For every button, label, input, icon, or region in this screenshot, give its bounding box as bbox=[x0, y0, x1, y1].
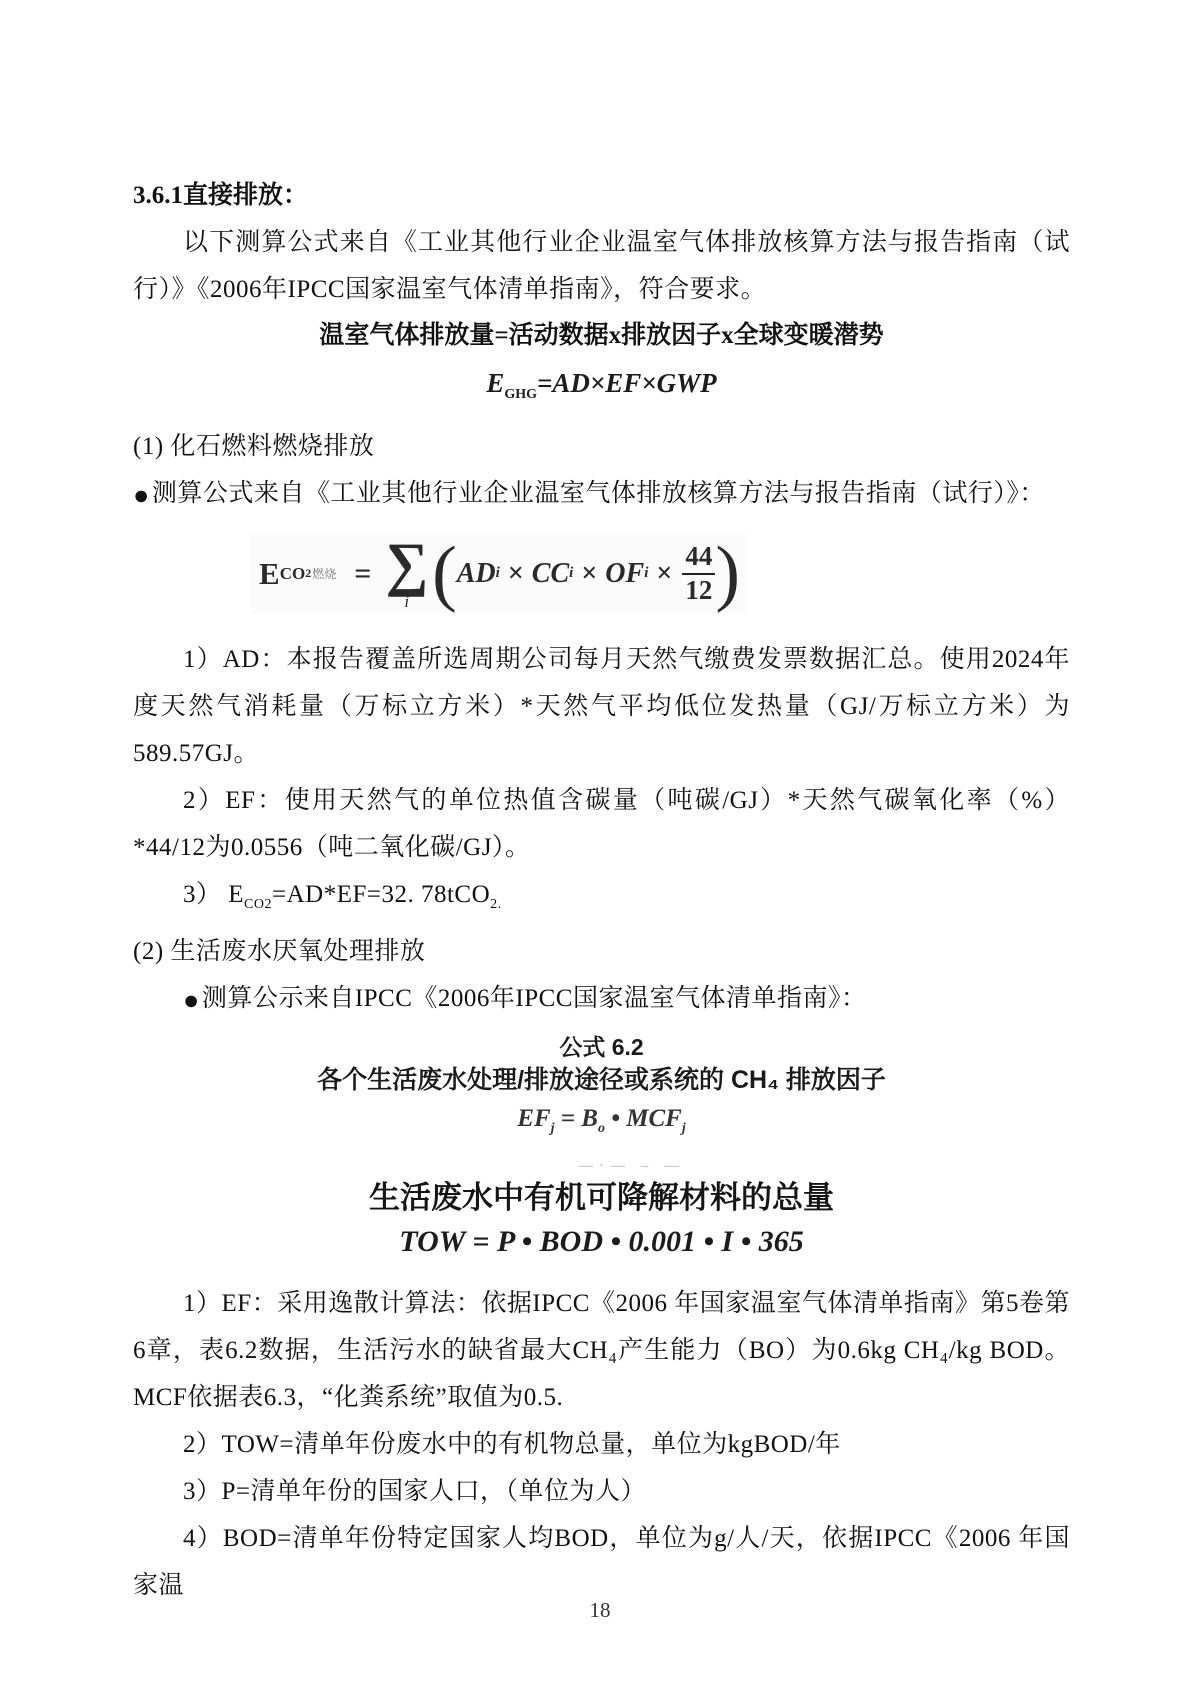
fraction-numerator: 44 bbox=[682, 541, 715, 574]
subsection-1-source-text: 测算公式来自《工业其他行业企业温室气体排放核算方法与报告指南（试行）》： bbox=[151, 480, 1045, 507]
ef-lhs-sub: j bbox=[550, 1121, 555, 1136]
formula-6-2-block bbox=[133, 1032, 1070, 1150]
subsection-2-heading: (2) 生活废水厌氧处理排放 bbox=[133, 938, 426, 965]
subsection-2-source-text: 测算公示来自IPCC《2006年IPCC国家温室气体清单指南》： bbox=[201, 985, 867, 1012]
faded-text-fragment: —·— – — bbox=[578, 1158, 685, 1174]
co2-formula-terms bbox=[457, 541, 716, 605]
co2-formula-base: E bbox=[259, 555, 280, 591]
result-prefix: 3） E bbox=[183, 881, 245, 908]
ghg-statement: 温室气体排放量=活动数据x排放因子x全球变暖潜势 bbox=[319, 322, 884, 349]
times-1: × bbox=[507, 557, 524, 589]
ef-eq: = bbox=[554, 1105, 582, 1132]
formula-ghg-rhs: =AD×EF×GWP bbox=[537, 368, 717, 398]
sub2-item-tow: 2）TOW=清单年份废水中的有机物总量，单位为kgBOD/年 bbox=[183, 1431, 841, 1458]
term-cc: CC bbox=[531, 557, 570, 589]
bullet-icon: ● bbox=[133, 480, 150, 510]
sub1-item-ef: 2）EF：使用天然气的单位热值含碳量（吨碳/GJ）*天然气碳氧化率（%）*44/12为0.0556（吨二氧化碳/GJ）。 bbox=[133, 787, 1070, 861]
term-cc-sub: i bbox=[569, 565, 574, 581]
ef-b-sub: o bbox=[597, 1121, 605, 1136]
ef-b: B bbox=[581, 1105, 598, 1132]
section-heading-3-6-1: 3.6.1直接排放： bbox=[133, 182, 309, 209]
formula-6-2-subtitle: 各个生活废水处理/排放途径或系统的 CH₄ 排放因子 bbox=[317, 1066, 886, 1094]
term-ad-sub: i bbox=[495, 565, 500, 581]
result-sub-2: 2. bbox=[490, 897, 502, 912]
fraction-denominator: 12 bbox=[685, 574, 713, 605]
page-number: 18 bbox=[589, 1598, 611, 1622]
tow-block-title: 生活废水中有机可降解材料的总量 bbox=[369, 1180, 834, 1215]
left-paren: ( bbox=[432, 532, 457, 615]
sub2-item-p: 3）P=清单年份的国家人口，（单位为人） bbox=[183, 1478, 647, 1505]
formula-ef bbox=[133, 1098, 1070, 1150]
ef-mcf-sub: j bbox=[681, 1121, 686, 1136]
bullet-icon: ● bbox=[183, 985, 200, 1015]
formula-ghg-base: E bbox=[486, 368, 505, 398]
term-of: OF bbox=[605, 557, 645, 589]
sigma-glyph: ∑ bbox=[385, 531, 429, 597]
subsection-1-heading: (1) 化石燃料燃烧排放 bbox=[133, 433, 375, 460]
term-ad: AD bbox=[456, 557, 496, 589]
times-2: × bbox=[581, 557, 598, 589]
term-of-sub: i bbox=[644, 565, 649, 581]
sub1-item-ad: 1）AD：本报告覆盖所选周期公司每月天然气缴费发票数据汇总。使用2024年度天然气消耗量（万标立方米）*天然气平均低位发热量（GJ/万标立方米）为589.57GJ。 bbox=[133, 646, 1070, 767]
co2-formula-equals: = bbox=[354, 556, 372, 590]
intro-paragraph: 以下测算公式来自《工业其他行业企业温室气体排放核算方法与报告指南（试行）》《2006年IPCC国家温室气体清单指南》，符合要求。 bbox=[133, 229, 1070, 303]
co2-formula-sub-co: CO bbox=[279, 563, 306, 583]
formula-ghg-subscript: GHG bbox=[504, 387, 537, 402]
sub1-item-result bbox=[133, 871, 1070, 928]
result-mid: =AD*EF=32. 78tCO bbox=[271, 881, 491, 908]
ef-lhs: EF bbox=[517, 1105, 551, 1132]
formula-co2-combustion bbox=[251, 533, 748, 614]
ef-dot: • bbox=[604, 1105, 627, 1132]
subsection-2-source-line bbox=[133, 975, 1070, 1022]
ef-mcf: MCF bbox=[626, 1105, 682, 1132]
subsection-1-source-line bbox=[133, 470, 1070, 517]
co2-formula-sub-combustion: 燃烧 bbox=[312, 567, 337, 581]
sigma-index: i bbox=[404, 592, 410, 611]
co2-formula-sub-2: 2 bbox=[305, 566, 312, 580]
sub2-item-ef: 1）EF：采用逸散计算法：依据IPCC《2006 年国家温室气体清单指南》第5卷第6章，表6.2数据，生活污水的缺省最大CH₄产生能力（BO）为0.6kg CH₄/kg BOD。MCF依据表6.3，“化粪系统”取值为0.5. bbox=[133, 1290, 1070, 1411]
page-content bbox=[133, 172, 1070, 1609]
formula-ghg bbox=[133, 361, 1070, 417]
sigma-operator bbox=[385, 531, 429, 611]
right-paren: ) bbox=[715, 532, 740, 615]
sub2-item-bod: 4）BOD=清单年份特定国家人均BOD，单位为g/人/天，依据IPCC《2006 年国家温 bbox=[133, 1525, 1070, 1599]
fraction-44-12 bbox=[682, 541, 715, 605]
times-3: × bbox=[656, 557, 673, 589]
formula-tow: TOW = P • BOD • 0.001 • I • 365 bbox=[399, 1225, 804, 1258]
result-sub-co2: CO2 bbox=[244, 897, 272, 912]
formula-6-2-title: 公式 6.2 bbox=[559, 1034, 644, 1060]
